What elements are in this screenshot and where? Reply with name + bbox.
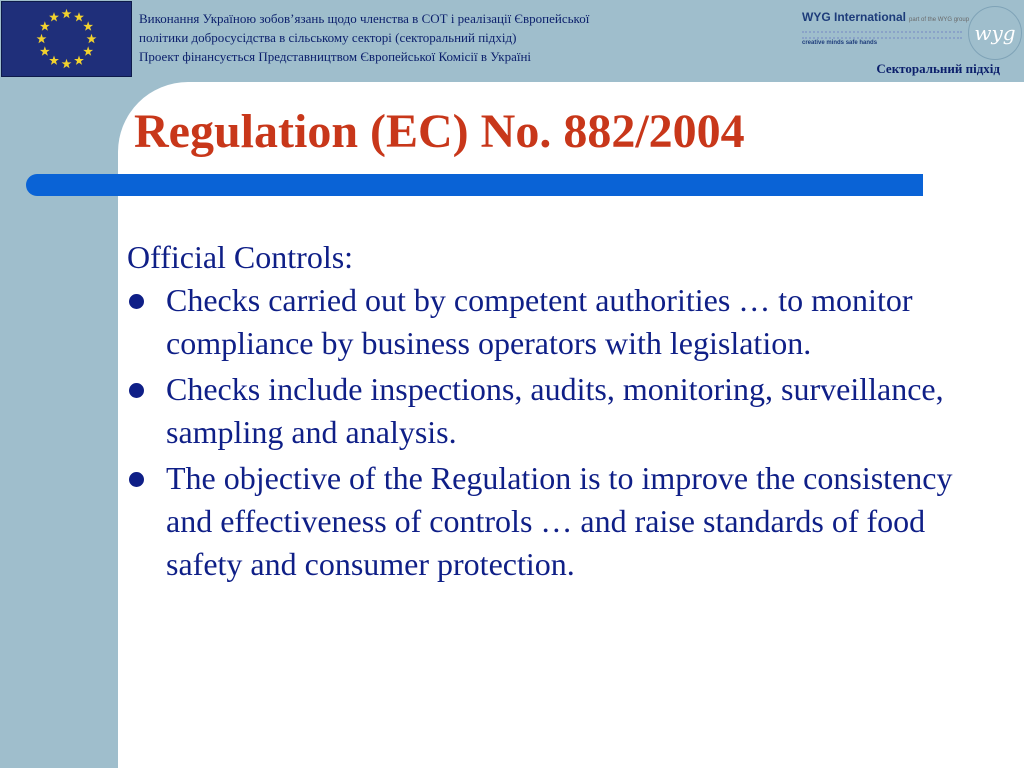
eu-star-icon bbox=[40, 21, 50, 30]
bullet-icon bbox=[129, 472, 144, 487]
bullet-item bbox=[127, 368, 977, 454]
bullet-list bbox=[127, 279, 977, 586]
eu-star-icon bbox=[74, 55, 84, 64]
bullet-icon bbox=[129, 383, 144, 398]
wyg-logo-title bbox=[802, 10, 969, 24]
section-heading: Official Controls: bbox=[127, 239, 354, 275]
eu-star-icon bbox=[49, 12, 59, 21]
eu-flag-stars bbox=[2, 2, 131, 76]
bullet-item bbox=[127, 457, 977, 586]
header-line-3: Проект фінансується Представництвом Європейської Комісії в Україні bbox=[139, 49, 532, 64]
slide-title: Regulation (EC) No. 882/2004 bbox=[134, 105, 745, 158]
bullet-item bbox=[127, 279, 977, 365]
header-line-1: Виконання Україною зобов’язань щодо членства в СОТ і реалізації Європейської bbox=[139, 11, 590, 26]
bullet-text: Checks carried out by competent authorities … to monitor compliance by business operators with legislation. bbox=[166, 282, 913, 361]
eu-star-icon bbox=[83, 46, 93, 55]
eu-star-icon bbox=[83, 21, 93, 30]
eu-star-icon bbox=[87, 34, 97, 43]
eu-star-icon bbox=[62, 9, 72, 18]
eu-flag-icon bbox=[1, 1, 132, 77]
sector-label: Секторальний підхід bbox=[876, 61, 1000, 76]
wyg-logo-mark: wyg bbox=[968, 6, 1022, 60]
wyg-logo-divider bbox=[802, 31, 962, 35]
wyg-logo bbox=[800, 6, 1020, 60]
wyg-logo-sub: part of the WYG group bbox=[909, 17, 970, 23]
header-line-2: політики добросусідства в сільському секторі (секторальний підхід) bbox=[139, 30, 517, 45]
bullet-text: Checks include inspections, audits, monitoring, surveillance, sampling and analysis. bbox=[166, 371, 944, 450]
slide-body bbox=[127, 236, 977, 589]
eu-star-icon bbox=[40, 46, 50, 55]
eu-star-icon bbox=[62, 59, 72, 68]
eu-star-icon bbox=[49, 55, 59, 64]
wyg-logo-name: WYG International bbox=[802, 10, 907, 24]
bullet-icon bbox=[129, 294, 144, 309]
eu-star-icon bbox=[74, 12, 84, 21]
eu-star-icon bbox=[37, 34, 47, 43]
project-header bbox=[139, 9, 759, 66]
bullet-text: The objective of the Regulation is to improve the consistency and effectiveness of controls … and raise standards of food safety and consumer protection. bbox=[166, 460, 953, 582]
wyg-logo-tagline: creative minds safe hands bbox=[802, 40, 878, 46]
title-underline-bar bbox=[26, 174, 923, 196]
